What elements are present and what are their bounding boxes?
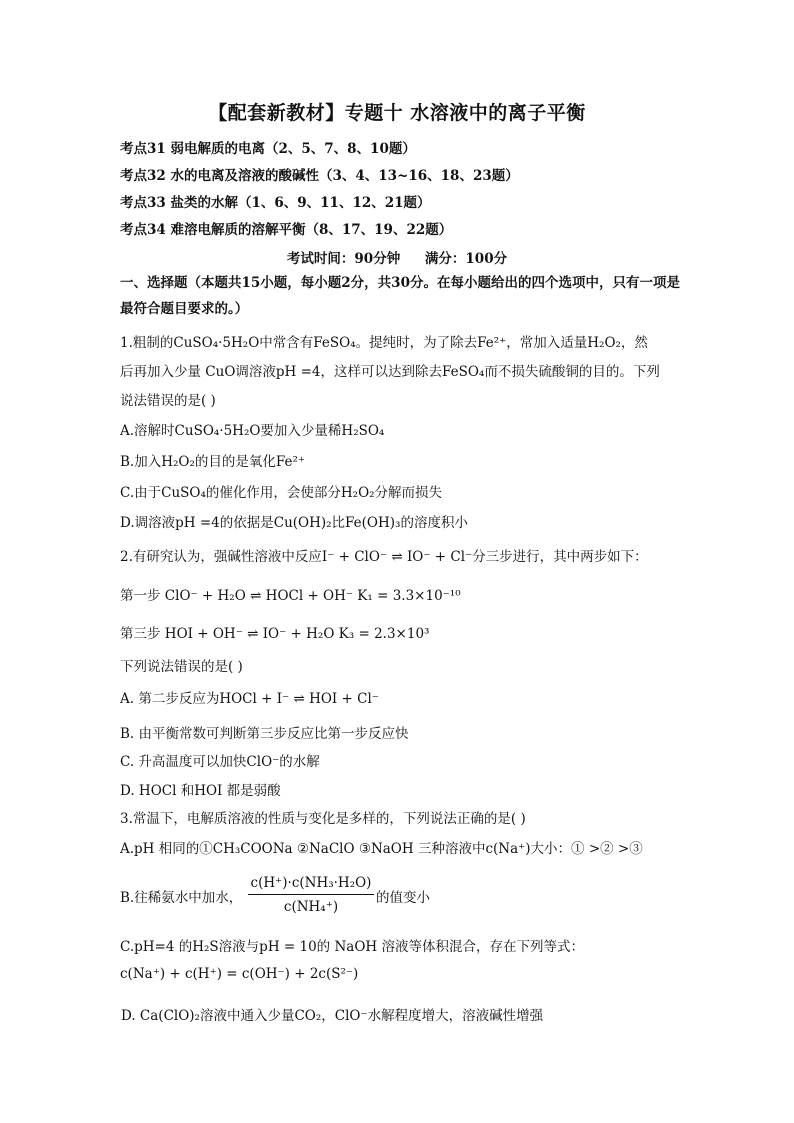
q3-option-c-equation: c(Na⁺) + c(H⁺) = c(OH⁻) + 2c(S²⁻)	[120, 966, 359, 982]
page-title: 【配套新教材】专题十 水溶液中的离子平衡	[208, 102, 586, 124]
q2-option-c: C. 升高温度可以加快ClO⁻的水解	[120, 754, 320, 770]
q3-option-b-suffix: 的值变小	[376, 890, 430, 906]
topic-33: 考点33 盐类的水解（1、6、9、11、12、21题）	[120, 195, 431, 211]
q2-step-1: 第一步 ClO⁻ + H₂O ⇌ HOCl + OH⁻ K₁ = 3.3×10⁻¹⁰	[120, 588, 461, 604]
q2-option-b: B. 由平衡常数可判断第三步反应比第一步反应快	[120, 726, 409, 742]
topic-31: 考点31 弱电解质的电离（2、5、7、8、10题）	[120, 141, 416, 157]
exam-info	[0, 247, 794, 267]
q1-line-2: 后再加入少量 CuO调溶液pH =4，这样可以达到除去FeSO₄而不损失硫酸铜的目的。下列	[120, 364, 660, 380]
q2-option-d: D. HOCl 和HOI 都是弱酸	[120, 783, 281, 799]
fraction-numerator: c(H⁺)·c(NH₃·H₂O)	[250, 875, 372, 891]
topic-32: 考点32 水的电离及溶液的酸碱性（3、4、13~16、18、23题）	[120, 168, 519, 184]
q3-line-1: 3.常温下，电解质溶液的性质与变化是多样的，下列说法正确的是( )	[120, 811, 526, 827]
q1-option-d: D.调溶液pH =4的依据是Cu(OH)₂比Fe(OH)₃的溶度积小	[120, 515, 468, 531]
fraction-denominator: c(NH₄⁺)	[283, 899, 339, 915]
q2-option-a: A. 第二步反应为HOCl + I⁻ ⇌ HOI + Cl⁻	[120, 691, 379, 707]
q3-option-b-fraction	[248, 875, 374, 915]
exam-time: 考试时间：90分钟	[286, 251, 401, 267]
q1-option-b: B.加入H₂O₂的目的是氧化Fe²⁺	[120, 454, 306, 470]
q1-option-a: A.溶解时CuSO₄·5H₂O要加入少量稀H₂SO₄	[120, 423, 385, 439]
q1-line-1: 1.粗制的CuSO₄·5H₂O中常含有FeSO₄。提纯时，为了除去Fe²⁺，常加入适量H₂O₂，然	[120, 335, 648, 351]
full-score: 满分：100分	[424, 251, 508, 267]
section-heading: 一、选择题（本题共15小题，每小题2分，共30分。在每小题给出的四个选项中，只有一项是最符合题目要求的。）	[120, 275, 680, 317]
q1-option-c: C.由于CuSO₄的催化作用，会使部分H₂O₂分解而损失	[120, 485, 443, 501]
q3-option-b-prefix: B.往稀氨水中加水，	[120, 890, 243, 906]
q1-line-3: 说法错误的是( )	[120, 393, 216, 409]
q2-ask: 下列说法错误的是( )	[120, 659, 243, 675]
q3-option-a: A.pH 相同的①CH₃COONa ②NaClO ③NaOH 三种溶液中c(Na⁺)大小：① >② >③	[120, 841, 643, 857]
topic-34: 考点34 难溶电解质的溶解平衡（8、17、19、22题）	[120, 222, 453, 238]
q2-step-3: 第三步 HOI + OH⁻ ⇌ IO⁻ + H₂O K₃ = 2.3×10³	[120, 626, 430, 642]
q2-line-1: 2.有研究认为，强碱性溶液中反应I⁻ + ClO⁻ ⇌ IO⁻ + Cl⁻分三步进行，其中两步如下：	[120, 549, 648, 565]
q3-option-d: D. Ca(ClO)₂溶液中通入少量CO₂，ClO⁻水解程度增大，溶液碱性增强	[121, 1008, 544, 1024]
q3-option-c: C.pH=4 的H₂S溶液与pH = 10的 NaOH 溶液等体积混合，存在下列等式：	[120, 939, 584, 955]
